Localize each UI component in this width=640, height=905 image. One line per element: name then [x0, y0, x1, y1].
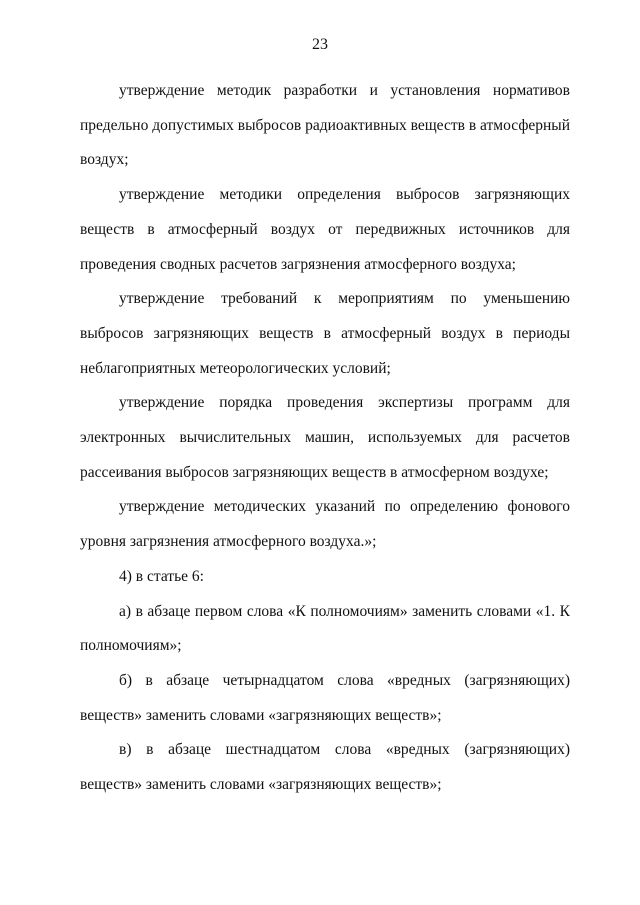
paragraph-radioactive-emission-standards: утверждение методик разработки и установления нормативов предельно допустимых выбросов радиоактивных веществ в атмосферный воздух; — [80, 82, 570, 169]
paragraph-mobile-source-emissions-method: утверждение методики определения выбросов загрязняющих веществ в атмосферный воздух от передвижных источников для проведения сводных расчетов загрязнения атмосферного воздуха; — [80, 186, 570, 273]
paragraph-amendment-b: б) в абзаце четырнадцатом слова «вредных (загрязняющих) веществ» заменить словами «загрязняющих веществ»; — [80, 671, 570, 724]
paragraph-background-pollution-guidelines: утверждение методических указаний по определению фонового уровня загрязнения атмосферного воздуха.»; — [80, 498, 570, 551]
page-number: 23 — [312, 36, 328, 53]
document-body — [80, 74, 570, 803]
paragraph-unfavorable-weather-measures: утверждение требований к мероприятиям по уменьшению выбросов загрязняющих веществ в атмосферный воздух в периоды неблагоприятных метеорологических условий; — [80, 290, 570, 377]
paragraph-software-expertise-procedure: утверждение порядка проведения экспертизы программ для электронных вычислительных машин, используемых для расчетов рассеивания выбросов загрязняющих веществ в атмосферном воздухе; — [80, 394, 570, 481]
paragraph-article-6-heading: 4) в статье 6: — [119, 567, 204, 585]
paragraph-amendment-c: в) в абзаце шестнадцатом слова «вредных (загрязняющих) веществ» заменить словами «загрязняющих веществ»; — [80, 741, 570, 794]
paragraph-amendment-a: а) в абзаце первом слова «К полномочиям» заменить словами «1. К полномочиям»; — [80, 602, 570, 655]
